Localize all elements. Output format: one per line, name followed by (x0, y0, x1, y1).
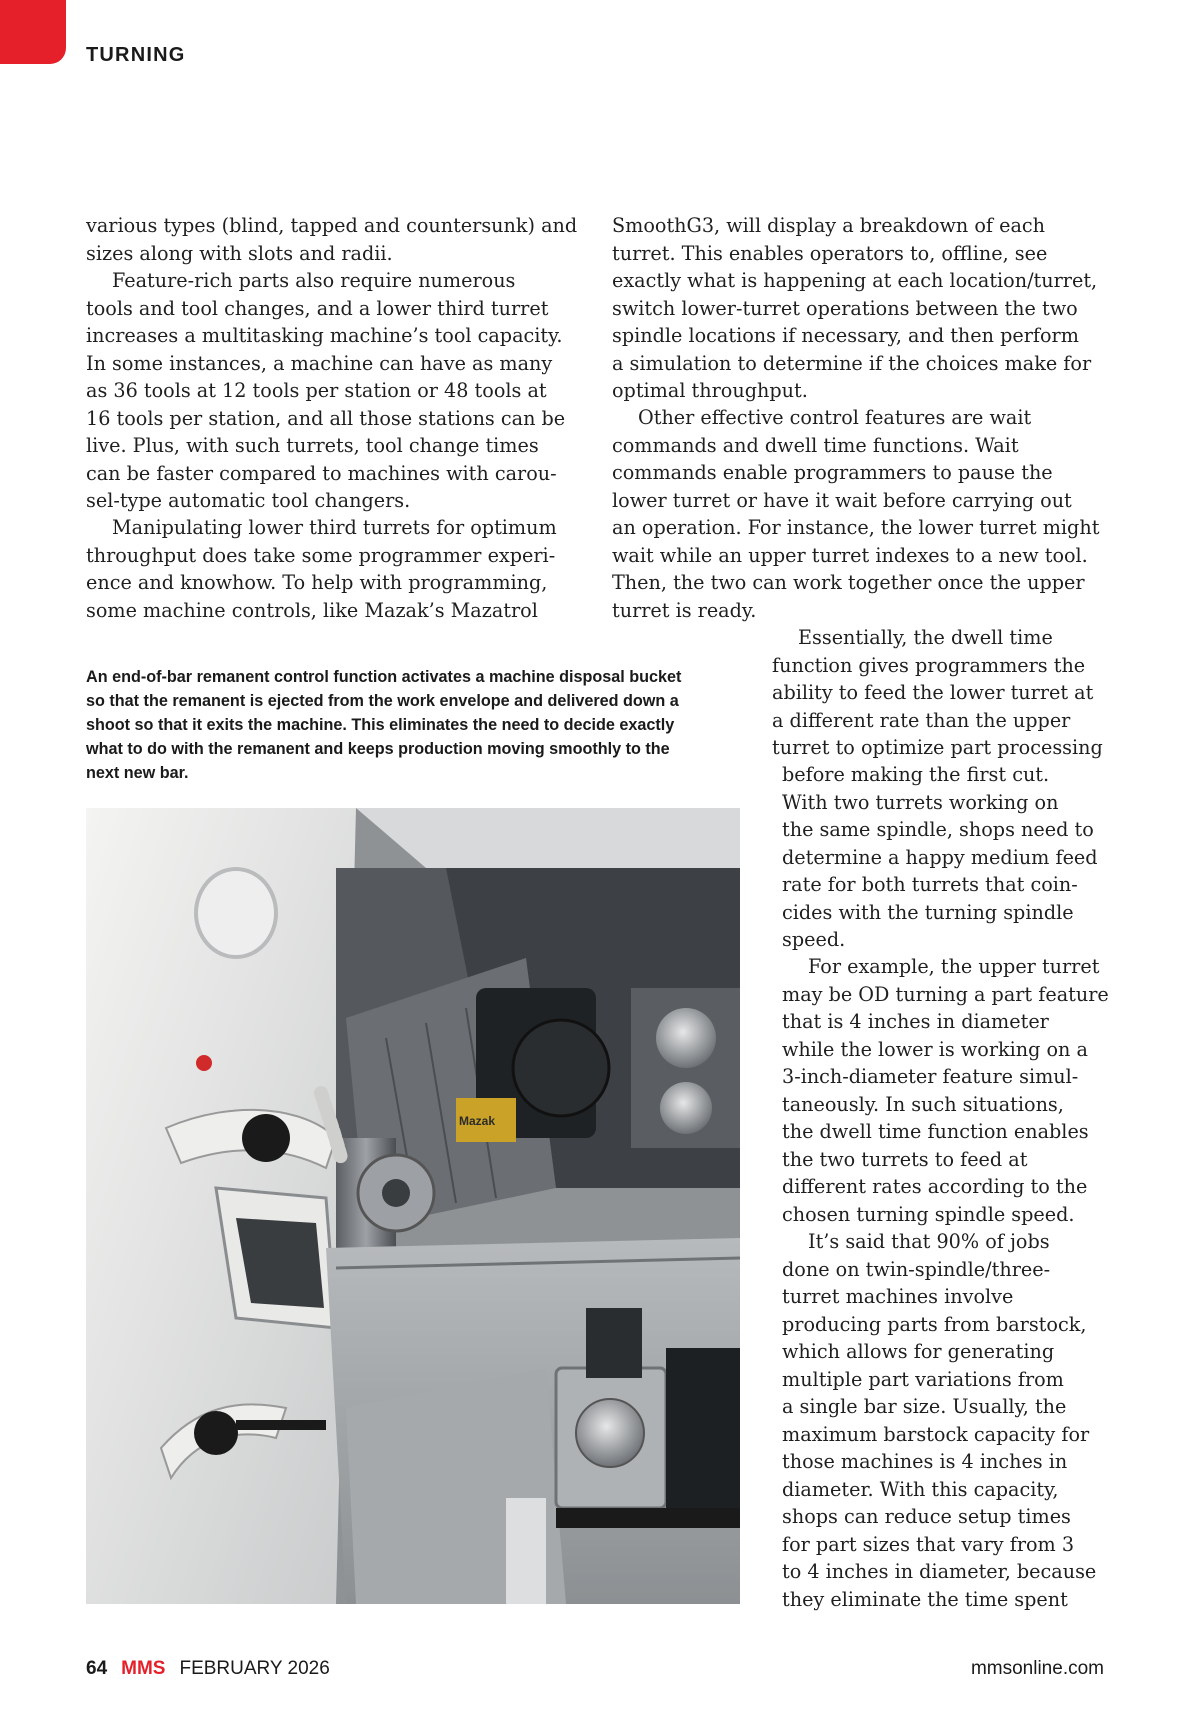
col3-paragraph-1: Essentially, the dwell time function gives programmers the ability to feed the lower turret at a different rate than the upper turret to optimize part processing (772, 626, 1103, 759)
section-label: TURNING (86, 44, 186, 66)
col3-paragraph-2: before making the first cut. With two turrets working on the same spindle, shops need to determine a happy medium feed rate for both turrets that coin- cides with the turning spindle speed. (782, 763, 1098, 951)
col1-paragraph-3: Manipulating lower third turrets for optimum throughput does take some programmer experi- ence and knowhow. To help with programming, some machine controls, like Mazak’s Mazatrol (86, 516, 557, 622)
machine-interior-photo (86, 808, 740, 1604)
photo-caption: An end-of-bar remanent control function activates a machine disposal bucket so that the remanent is ejected from the work envelope and delivered down a shoot so that it exits the machine. This eliminates the need to decide exactly what to do with the remanent and keeps production moving smoothly to the next new bar. (86, 668, 682, 782)
footer-website: mmsonline.com (970, 1658, 1104, 1679)
magazine-name: MMS (121, 1658, 166, 1679)
footer-folio (86, 1658, 330, 1680)
section-color-tab (0, 0, 66, 64)
col2-paragraph-2: Other effective control features are wait commands and dwell time functions. Wait commands enable programmers to pause the lower turret or have it wait before carrying out an operation. For instance, the lower turret might wait while an upper turret indexes to a new tool. Then, the two can work together once the upper turret is ready. (612, 406, 1100, 622)
col1-paragraph-2: Feature-rich parts also require numerous tools and tool changes, and a lower third turret increases a multitasking machine’s tool capacity. In some instances, a machine can have as many as 36 tools at 12 tools per station or 48 tools at 16 tools per station, and all those stations can be live. Plus, with such turrets, tool change times can be faster compared to machines with carou- sel-type automatic tool changers. (86, 269, 566, 512)
col2-paragraph-1: SmoothG3, will display a breakdown of each turret. This enables operators to, offline, see exactly what is happening at each location/turret, switch lower-turret operations between the two spindle locations if necessary, and then perform a simulation to determine if the choices make for optimal throughput. (612, 214, 1098, 402)
col3-paragraph-4: It’s said that 90% of jobs done on twin-spindle/three- turret machines involve producing parts from barstock, which allows for generating multiple part variations from a single bar size. Usually, the maximum barstock capacity for those machines is 4 inches in diameter. With this capacity, shops can reduce setup times for part sizes that vary from 3 to 4 inches in diameter, because they eliminate the time spent (782, 1230, 1097, 1611)
col3-paragraph-3: For example, the upper turret may be OD turning a part feature that is 4 inches in diameter while the lower is working on a 3-inch-diameter feature simul- taneously. In such situations, the dwell time function enables the two turrets to feed at different rates according to the chosen turning spindle speed. (782, 955, 1109, 1226)
issue-date: FEBRUARY 2026 (179, 1658, 330, 1679)
page-number: 64 (86, 1658, 108, 1679)
mazak-brand-label: Mazak (459, 1114, 496, 1128)
col1-paragraph-1: various types (blind, tapped and countersunk) and sizes along with slots and radii. (86, 214, 578, 265)
